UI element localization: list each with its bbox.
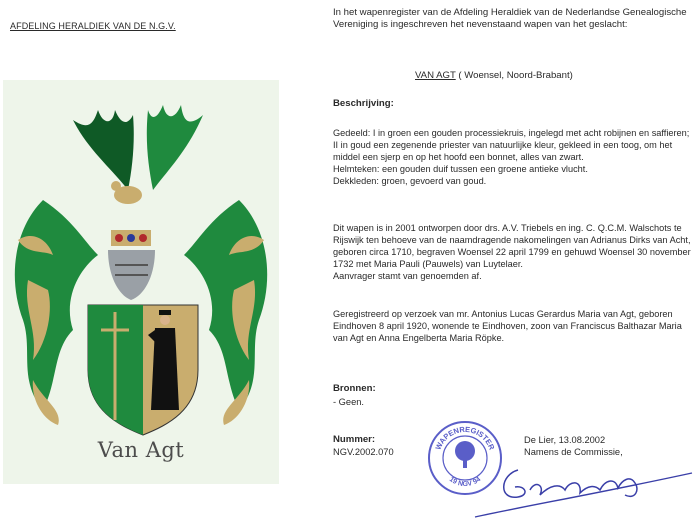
coat-of-arms-motto: Van Agt bbox=[97, 438, 185, 462]
signature-image bbox=[470, 455, 695, 525]
applicant-text: Aanvrager stamt van genoemden af. bbox=[333, 271, 482, 281]
crest-wing-right bbox=[147, 105, 203, 190]
sources-heading: Bronnen: bbox=[333, 383, 376, 394]
description-heading: Beschrijving: bbox=[333, 98, 394, 109]
family-name: VAN AGT bbox=[415, 70, 456, 81]
registration-text: Geregistreerd op verzoek van mr. Antonius Lucas Gerardus Maria van Agt, geboren Eindhoven 8 april 1920, wonende te Eindhoven, zoon van Franciscus Balthazar Maria van Agt en Anna Engelberta Maria Röpke. bbox=[333, 309, 682, 343]
mantling-text: Dekkleden: groen, gevoerd van goud. bbox=[333, 176, 487, 186]
number-value: NGV.2002.070 bbox=[333, 447, 394, 457]
description-block bbox=[333, 127, 695, 187]
signoff-commission: Namens de Commissie, bbox=[524, 447, 623, 457]
intro-text: In het wapenregister van de Afdeling Heraldiek van de Nederlandse Genealogische Vereniging is ingeschreven het nevenstaand wapen van het geslacht: bbox=[333, 7, 687, 31]
coat-of-arms-illustration bbox=[3, 80, 279, 484]
crest-wing-left bbox=[73, 110, 134, 190]
family-line bbox=[415, 70, 573, 81]
blazon-text: Gedeeld: I in groen een gouden processiekruis, ingelegd met acht robijnen en saffieren; II in goud een zegenende priester van natuurlijke kleur, gekleed in een toog, om het middel een sjerp en op het hoofd een bonnet, alles van zwart. bbox=[333, 128, 690, 162]
stamp-year-text: 19 NGV 94 bbox=[447, 476, 483, 489]
family-place: ( Woensel, Noord-Brabant) bbox=[458, 70, 573, 81]
coat-of-arms-card bbox=[3, 80, 279, 484]
number-heading: Nummer: bbox=[333, 434, 376, 445]
signoff-place-date: De Lier, 13.08.2002 bbox=[524, 435, 606, 445]
sources-value: - Geen. bbox=[333, 397, 365, 407]
history-text: Dit wapen is in 2001 ontworpen door drs. A.V. Triebels en ing. C. Q.C.M. Walschots te Rijswijk ten behoeve van de naamdragende nakomelingen van Adrianus Dirks van Acht, geboren circa 1710, begraven Woensel 22 april 1799 en gehuwd Woensel 30 november 1732 met Maria Pauli (Pauwels) van Luytelaer. bbox=[333, 223, 691, 269]
department-heading: AFDELING HERALDIEK VAN DE N.G.V. bbox=[10, 21, 176, 31]
crest-text: Helmteken: een gouden duif tussen een groene antieke vlucht. bbox=[333, 164, 588, 174]
stamp-ring-text: WAPENREGISTER bbox=[433, 424, 497, 452]
history-block bbox=[333, 222, 695, 282]
mantling-left bbox=[15, 200, 98, 410]
